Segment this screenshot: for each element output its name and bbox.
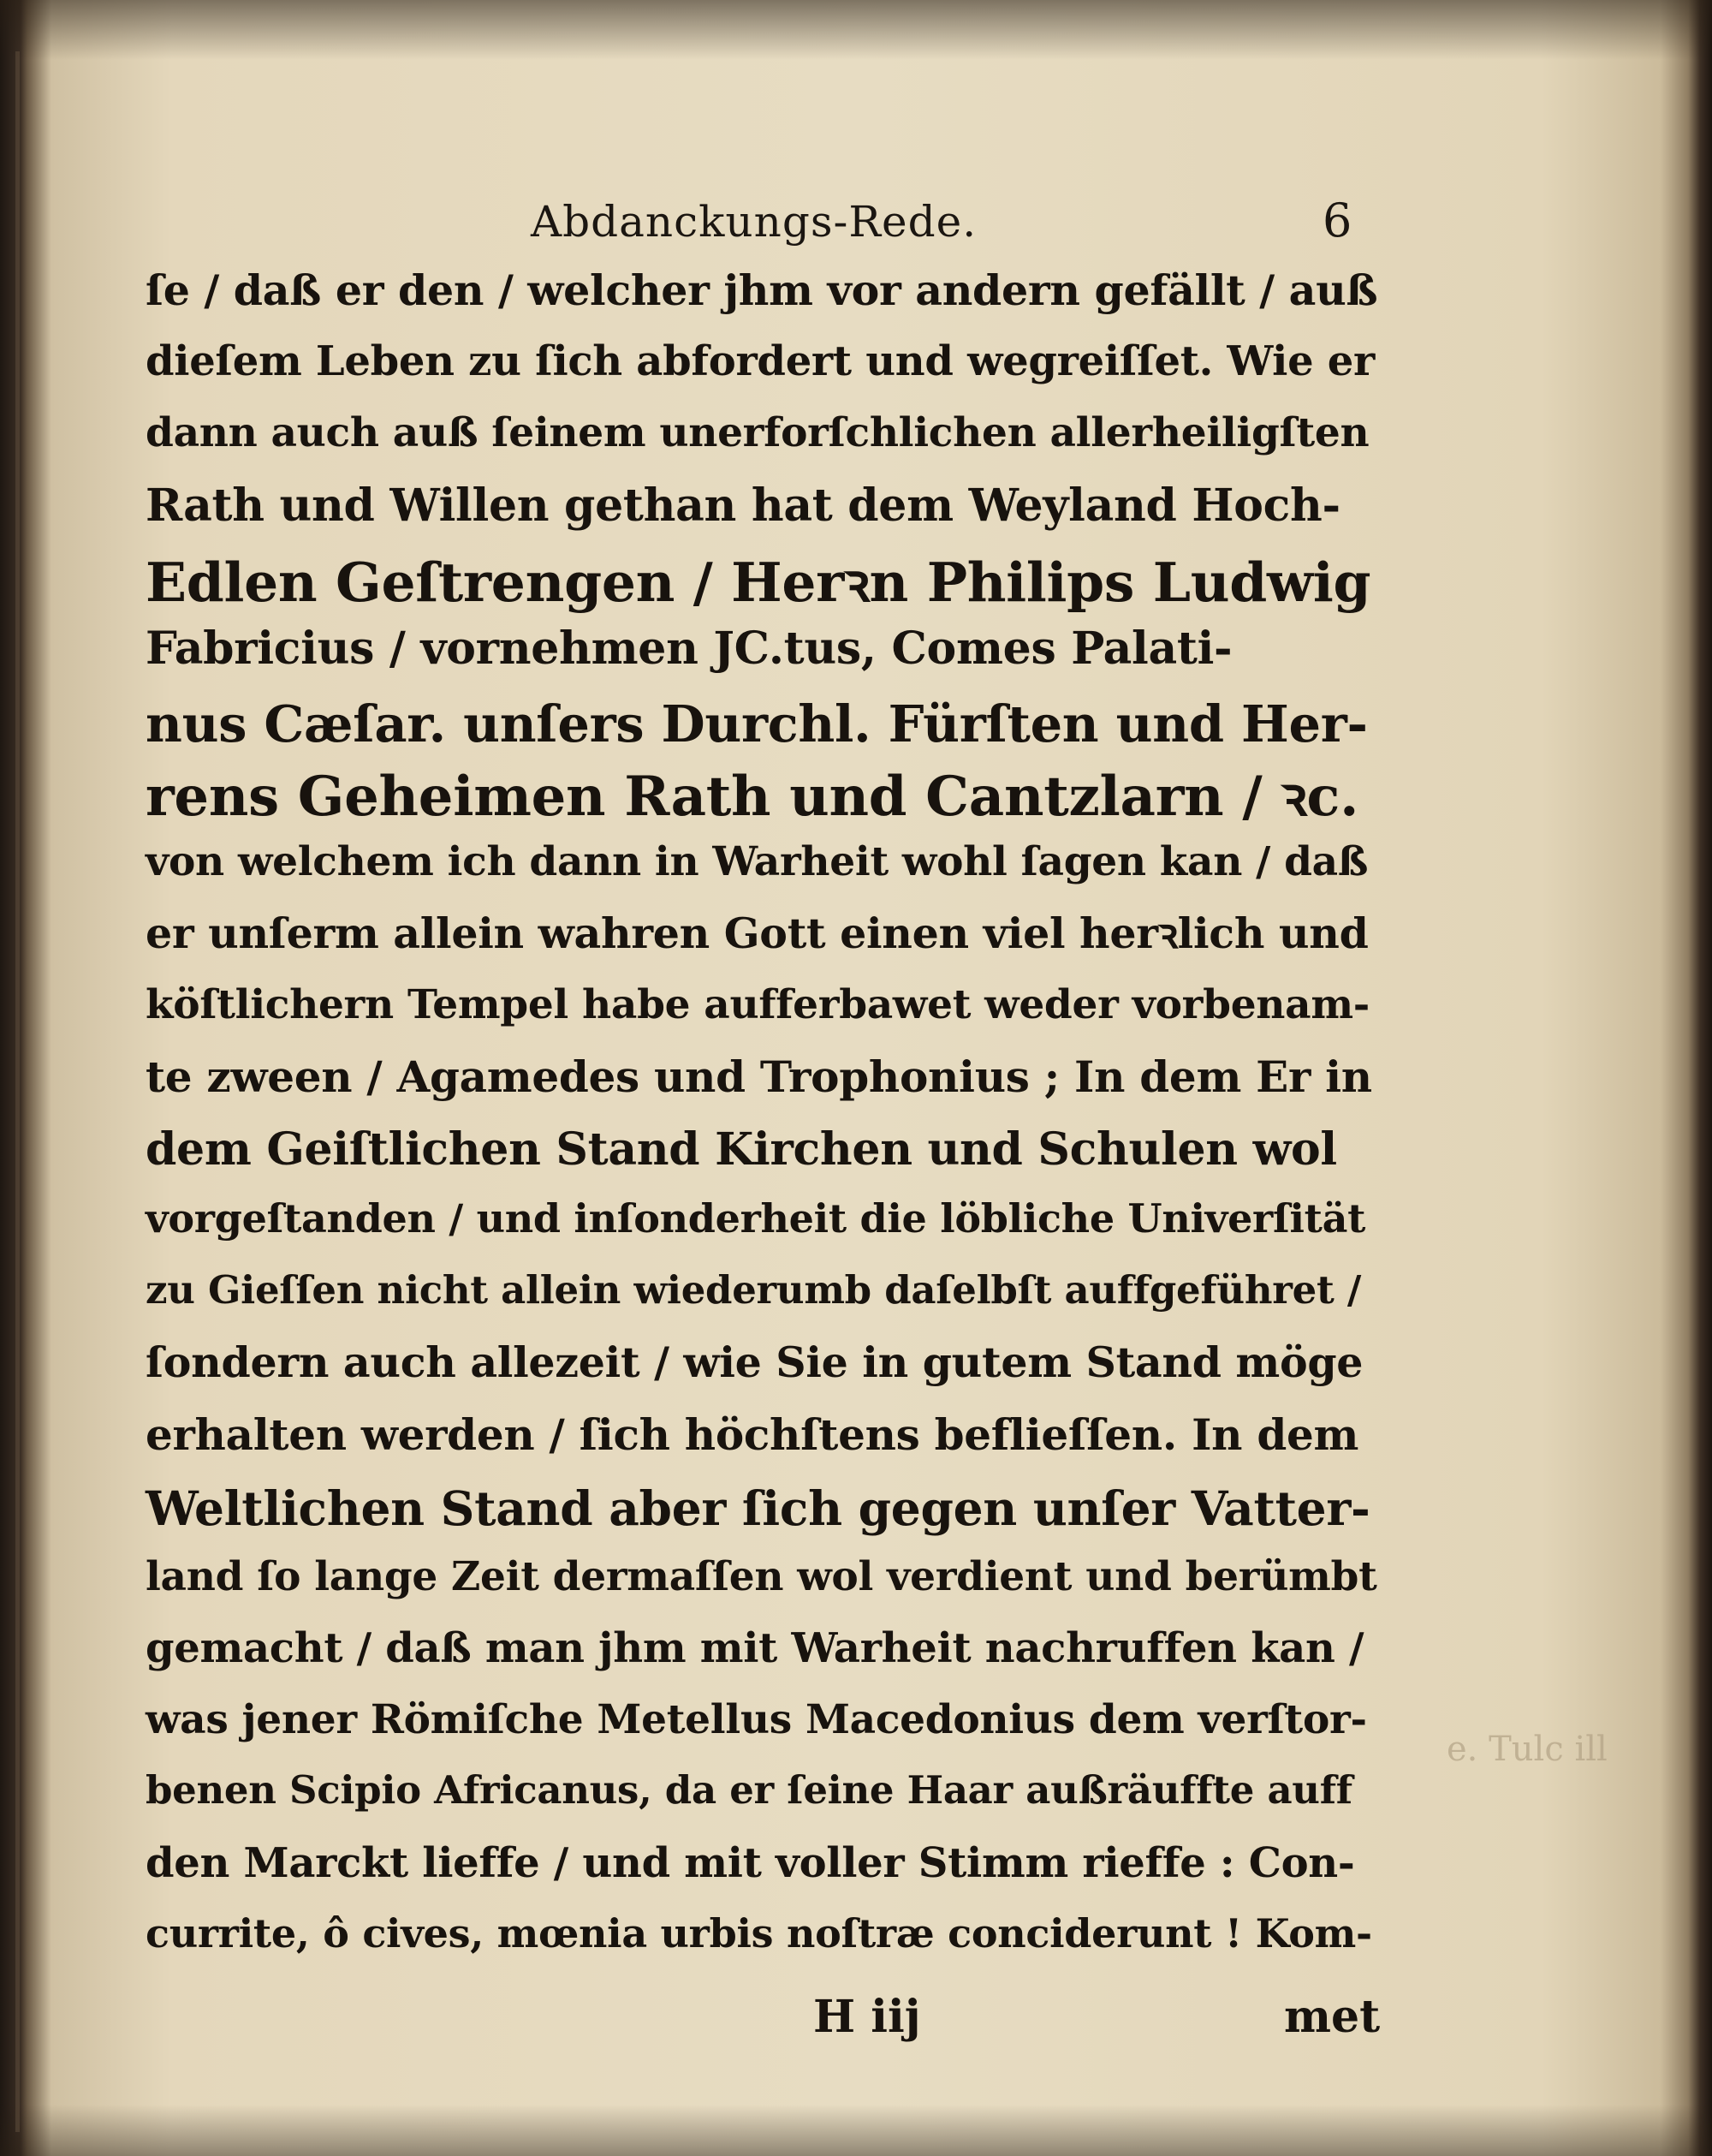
text-line: erhalten werden / ſich höchſtens beflieſſen. In dem <box>146 1409 1359 1460</box>
show-through-text: e. Tulc ill <box>1447 1730 1608 1769</box>
text-line: zu Gieſſen nicht allein wiederumb daſelbſt auffgeführet / <box>146 1267 1361 1313</box>
text-line: land ſo lange Zeit dermaſſen wol verdient und berümbt <box>146 1553 1377 1600</box>
text-line: von welchem ich dann in Warheit wohl ſagen kan / daß <box>146 838 1369 885</box>
text-line: dieſem Leben zu ſich abfordert und wegreiſſet. Wie er <box>146 337 1375 385</box>
text-line: er unſerm allein wahren Gott einen viel herꝛlich und <box>146 908 1369 958</box>
text-line: benen Scipio Africanus, da er ſeine Haar außräuffte auff <box>146 1767 1352 1813</box>
text-line: was jener Römiſche Metellus Macedonius dem verſtor- <box>146 1696 1367 1743</box>
running-head: Abdanckungs-Rede. <box>531 197 978 247</box>
text-line: nus Cæſar. unſers Durchl. Fürſten und Her- <box>146 694 1368 753</box>
page-number: 6 <box>1323 194 1352 247</box>
text-line: den Marckt lieffe / und mit voller Stimm rieffe : Con- <box>146 1839 1355 1887</box>
text-line: te zween / Agamedes und Trophonius ; In dem Er in <box>146 1051 1372 1102</box>
text-line: Weltlichen Stand aber ſich gegen unſer Vatter- <box>146 1480 1370 1536</box>
text-line: vorgeſtanden / und inſonderheit die löbliche Univerſität <box>146 1195 1366 1242</box>
text-line: Fabricius / vornehmen JC.tus, Comes Palati- <box>146 622 1233 675</box>
text-line: Edlen Geſtrengen / Herꝛn Philips Ludwig <box>146 551 1371 614</box>
page-top-shadow <box>0 0 1712 60</box>
text-line: dem Geiſtlichen Stand Kirchen und Schulen wol <box>146 1123 1337 1176</box>
page-bottom-shadow <box>0 2105 1712 2156</box>
text-line: currite, ô cives, mœnia urbis noſtræ conciderunt ! Kom- <box>146 1910 1372 1956</box>
text-line: dann auch auß ſeinem unerforſchlichen allerheiligſten <box>146 409 1370 456</box>
text-line: rens Geheimen Rath und Cantzlarn / ꝛc. <box>146 765 1359 829</box>
text-line: Rath und Willen gethan hat dem Weyland Hoch- <box>146 479 1340 532</box>
text-line: ſe / daß er den / welcher jhm vor andern gefällt / auß <box>146 265 1378 315</box>
signature-mark: H iij <box>813 1991 921 2043</box>
text-line: gemacht / daß man jhm mit Warheit nachruffen kan / <box>146 1624 1364 1672</box>
text-line: köſtlichern Tempel habe aufferbawet weder vorbenam- <box>146 981 1370 1028</box>
text-line: ſondern auch allezeit / wie Sie in gutem Stand möge <box>146 1337 1364 1387</box>
catchword: met <box>1284 1991 1381 2043</box>
gutter <box>15 51 20 2132</box>
